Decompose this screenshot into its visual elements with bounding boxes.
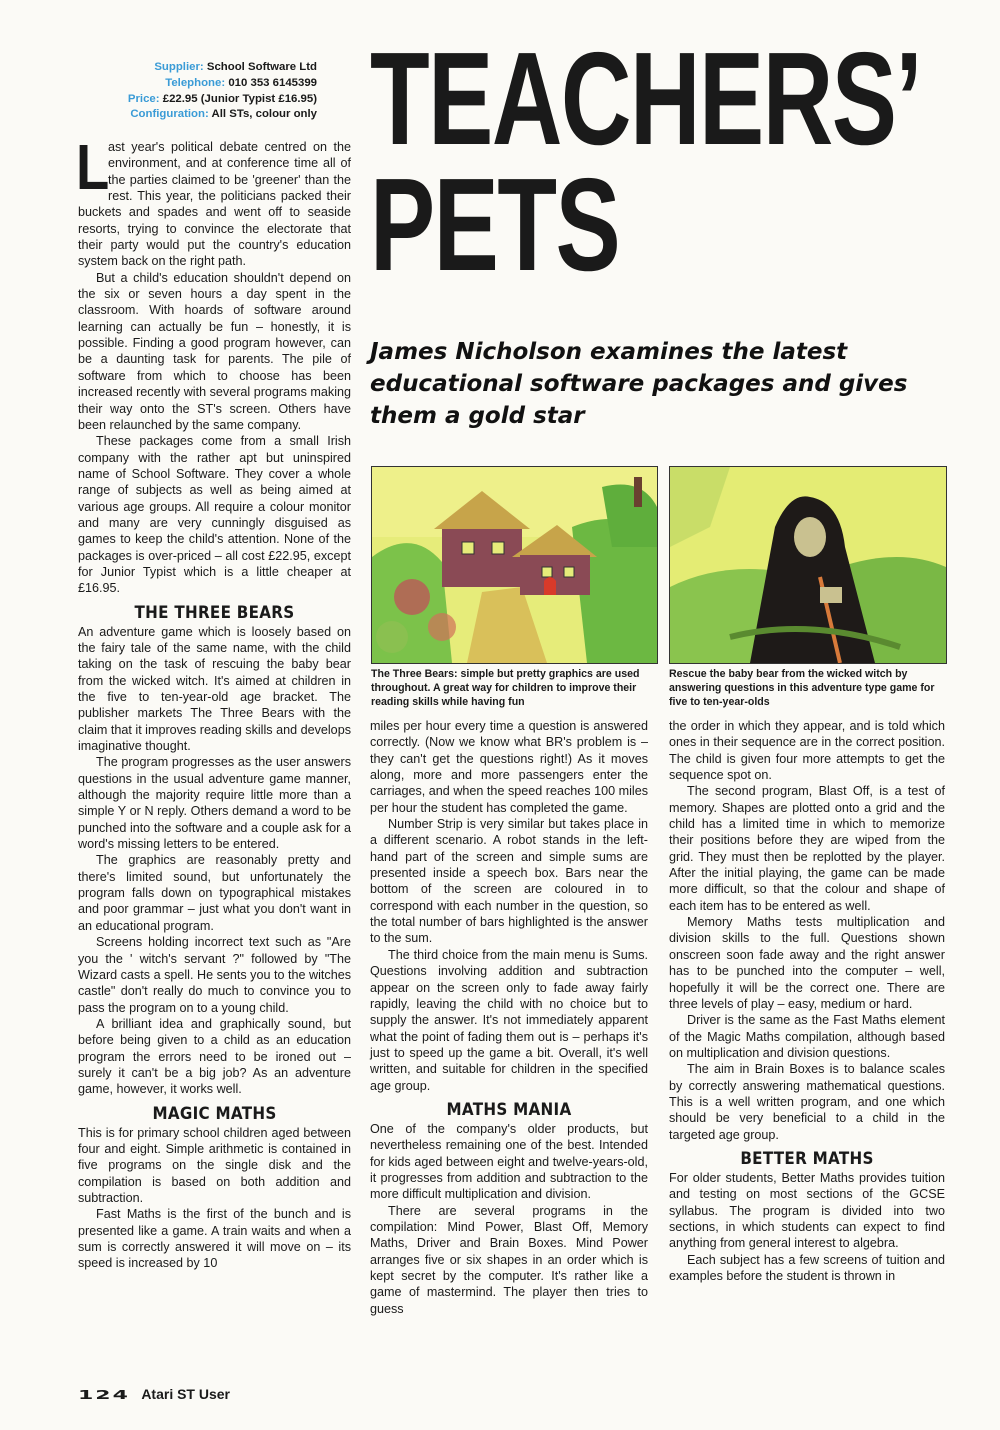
caption-three-bears: The Three Bears: simple but pretty graphics are used throughout. A great way for children to improve their reading skills while having fun xyxy=(371,668,640,708)
subhead-magic-maths: MAGIC MATHS xyxy=(152,1103,277,1123)
paragraph: miles per hour every time a question is answered correctly. (Now we know what BR's problem is – they can't get the questions right!) As it moves along, more and more passengers enter the carriages, and when the speed reaches 100 miles per hour the student has completed the game. xyxy=(370,719,648,815)
paragraph: Number Strip is very similar but takes place in a different scenario. A robot stands in the left-hand part of the screen and simple sums are presented inside a speech box. Bars near the bottom of the screen are coloured in to correspond with each number in the question, so the total number of bars highlighted is the answer to the sum. xyxy=(370,817,648,946)
paragraph: But a child's education shouldn't depend on the six or seven hours a day spent in the classroom. With hoards of software around learning can actually be fun – honestly, it is possible. Finding a good program however, can be a daunting task for parents. The pile of software from which to choose has been increased recently with several programs making their way onto the ST's screen. Others have been relaunched by the same company. xyxy=(78,270,351,432)
paragraph: One of the company's older products, but nevertheless remaining one of the best. Intended for kids aged between eight and twelve-years-old, it progresses from addition and subtraction to the more difficult multiplication and division. xyxy=(370,1121,648,1202)
standfirst: James Nicholson examines the latest educational software packages and gives them a gold star xyxy=(370,339,908,429)
title-line-1: TEACHERS’ xyxy=(370,25,922,172)
price-label: Price: xyxy=(127,92,160,105)
intro-paragraph xyxy=(76,131,351,270)
paragraph: This is for primary school children aged between four and eight. Simple arithmetic is contained in five programs on the single disk and the compilation is based on both addition and subtraction. xyxy=(78,1125,351,1205)
paragraph: There are several programs in the compilation: Mind Power, Blast Off, Memory Maths, Driver and Brain Boxes. Mind Power arranges five or six shapes in an order which is kept secret by the computer. It's rather like a game of mastermind. The player then tries to guess xyxy=(370,1203,648,1316)
telephone-value: 010 353 6145399 xyxy=(228,76,317,89)
page-number: 124 xyxy=(78,1388,130,1403)
paragraph: Fast Maths is the first of the bunch and is presented like a game. A train waits and when a sum is correctly answered it will move on – its speed is increased by 10 xyxy=(78,1207,351,1271)
title-line-2: PETS xyxy=(370,151,620,298)
paragraph: The second program, Blast Off, is a test of memory. Shapes are plotted onto a grid and the child has a limited time in which to memorize their positions before they are wiped from the grid. They must then be replotted by the player. After the initial playing, the game can be made more difficult, so that the colour and shape of each item has to be entered as well. xyxy=(669,784,945,913)
page-footer xyxy=(78,1383,230,1408)
paragraph: For older students, Better Maths provides tuition and testing on most sections of the GCSE syllabus. The program is divided into two sections, in which students can expect to find anything from general interest to algebra. xyxy=(669,1170,945,1251)
intro-text: ast year's political debate centred on the environment, and at conference time all of the parties claimed to be 'greener' than the rest. This year, the politicians packed their buckets and spades and went off to seaside resorts, trying to convince the electorate that their party would put the country's education system back on the right path. xyxy=(78,140,351,269)
config-label: Configuration: xyxy=(130,108,209,121)
paragraph: Memory Maths tests multiplication and division skills to the full. Questions shown onscreen soon fade away and the right answer has to be punched into the computer – well, hopefully it will be the correct one. There are three levels of play – easy, medium or hard. xyxy=(669,915,945,1011)
supplier-value: School Software Ltd xyxy=(206,61,317,73)
product-info xyxy=(95,60,317,123)
subhead-better-maths: BETTER MATHS xyxy=(740,1148,874,1168)
column-2 xyxy=(370,718,648,1317)
three-bears-screenshot xyxy=(371,466,658,664)
subhead-maths-mania: MATHS MANIA xyxy=(446,1099,572,1119)
paragraph: The aim in Brain Boxes is to balance scales by correctly answering mathematical questions. This is a well written program, and one which should be very beneficial to a child in the targeted age group. xyxy=(669,1062,945,1142)
column-1 xyxy=(76,131,351,1272)
price-value: £22.95 (Junior Typist £16.95) xyxy=(162,92,317,105)
subhead-three-bears: THE THREE BEARS xyxy=(134,602,295,622)
house-scene-image xyxy=(372,467,657,663)
article-title xyxy=(370,25,922,298)
paragraph: Each subject has a few screens of tuition and examples before the student is thrown in xyxy=(669,1252,945,1283)
telephone-label: Telephone: xyxy=(165,76,226,89)
config-value: All STs, colour only xyxy=(211,108,317,121)
paragraph: The third choice from the main menu is Sums. Questions involving addition and subtraction appear on the screen only to fade away fairly rapidly, leaving the child with no choice but to supply the answer. It's not immediately apparent what the point of fading them out is – perhaps it's just to speed up the game a bit. Overall, it's well written, and suitable for children in the specified age group. xyxy=(370,947,648,1093)
drop-cap: L xyxy=(76,131,110,203)
paragraph: An adventure game which is loosely based on the fairy tale of the same name, with the child taking on the task of rescuing the baby bear from the wicked witch. It's aimed at children in the five to ten-year-old age bracket. The publisher markets The Three Bears with the claim that it improves reading skills and develops imaginative thought. xyxy=(78,624,351,754)
paragraph: These packages come from a small Irish company with the rather apt but uninspired name of School Software. They cover a whole range of subjects as well as being aimed at various age groups. All require a colour monitor and many are very cunningly disguised as games to keep the child's attention. None of the packages is over-priced – all cost £22.95, except for Junior Typist which is a little cheaper at £16.95. xyxy=(78,434,351,596)
paragraph: The program progresses as the user answers questions in the usual adventure game manner, although the majority require little more than a simple Y or N reply. Others demand a word to be punched into the software and a couple ask for a word's missing letters to be entered. xyxy=(78,755,351,852)
column-3 xyxy=(669,718,945,1284)
supplier-label: Supplier: xyxy=(154,61,204,73)
witch-scene-image xyxy=(670,467,946,663)
paragraph: A brilliant idea and graphically sound, but before being given to a child as an education program the errors need to be ironed out – surely it can't be a big job? As an adventure game, however, it works well. xyxy=(78,1016,351,1097)
witch-screenshot xyxy=(669,466,947,664)
caption-witch: Rescue the baby bear from the wicked witch by answering questions in this adventure type game for five to ten-year-olds xyxy=(669,668,935,708)
paragraph: The graphics are reasonably pretty and there's limited sound, but unfortunately the program falls down on typographical mistakes and poor grammar – just what you don't want in an educational program. xyxy=(78,853,351,933)
magazine-name: Atari ST User xyxy=(141,1386,231,1403)
paragraph: the order in which they appear, and is told which ones in their sequence are in the correct position. The child is given four more attempts to get the sequence spot on. xyxy=(669,719,945,783)
paragraph: Driver is the same as the Fast Maths element of the Magic Maths compilation, although based on multiplication and division questions. xyxy=(669,1013,945,1060)
paragraph: Screens holding incorrect text such as "Are you the ' witch's servant ?" followed by "The Wizard casts a spell. He sents you to the witches castle" don't really do much to convince you to pass the program on to a young child. xyxy=(78,935,351,1015)
